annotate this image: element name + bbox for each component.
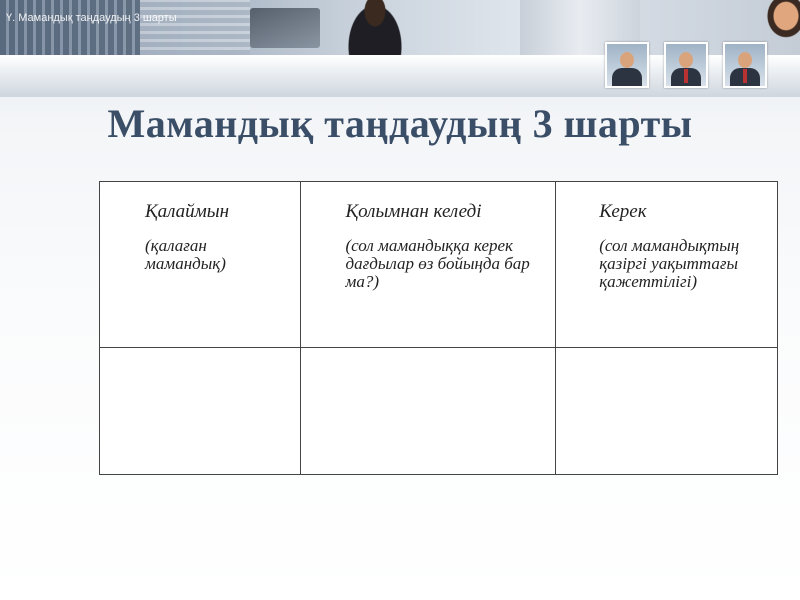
table-cell: [300, 182, 556, 348]
column-note: (қалаған мамандық): [145, 236, 226, 273]
table-cell: [100, 182, 301, 348]
column-heading: Керек: [599, 201, 647, 222]
breadcrumb: Ү. Мамандық таңдаудың 3 шарты: [6, 12, 177, 24]
person-face-image: [765, 0, 800, 40]
empty-table-cell: [556, 348, 778, 475]
building-image: [0, 0, 140, 55]
table-cell: [556, 182, 778, 348]
column-note: (сол мамандыққа керек дағдылар өз бойыңда бар ма?): [345, 236, 530, 291]
table-row: [100, 348, 778, 475]
column-heading: Қолымнан келеді: [345, 201, 482, 222]
slide-title: Мамандық таңдаудың 3 шарты: [107, 101, 693, 146]
column-note: (сол мамандықтың қазіргі уақыттағы қажеттілігі): [599, 236, 740, 291]
table-header-row: [100, 182, 778, 348]
team-photo-thumbnail-3: [723, 42, 767, 88]
conditions-table: [99, 181, 778, 475]
empty-table-cell: [100, 348, 301, 475]
column-heading: Қалаймын: [145, 201, 230, 222]
laptop-image: [250, 8, 320, 48]
team-photo-thumbnail-2: [664, 42, 708, 88]
building-reflection-image: [140, 0, 250, 55]
businesswoman-image: [345, 0, 405, 55]
team-photo-thumbnail-1: [605, 42, 649, 88]
empty-table-cell: [300, 348, 556, 475]
